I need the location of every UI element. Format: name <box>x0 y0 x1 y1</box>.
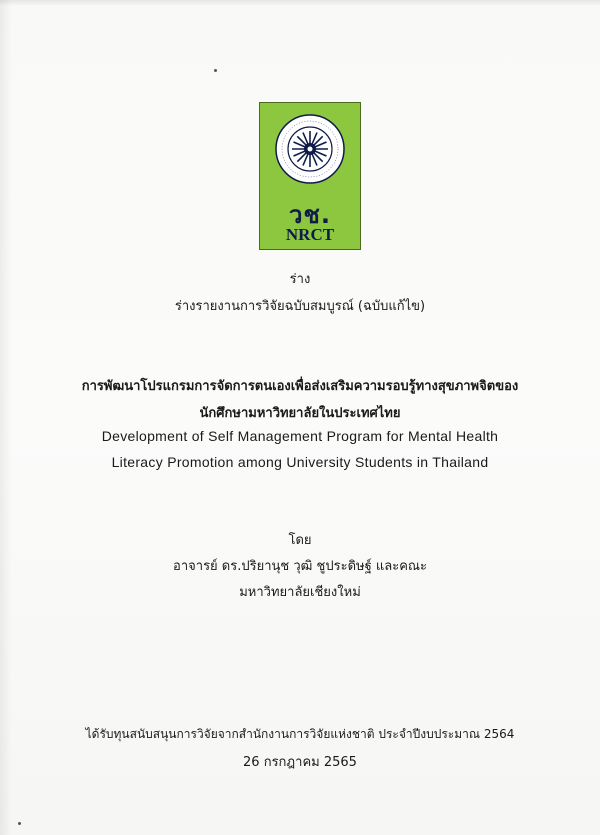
scan-speck <box>214 69 217 72</box>
title-english-line-1: Development of Self Management Program for Mental Health <box>101 428 499 444</box>
funding-statement: ได้รับทุนสนับสนุนการวิจัยจากสำนักงานการวิจัยแห่งชาติ ประจำปีงบประมาณ 2564 <box>85 727 515 741</box>
by-label: โดย <box>288 533 312 548</box>
scan-edge-shadow <box>0 0 600 6</box>
nrct-logo <box>259 102 361 250</box>
scan-speck <box>18 822 21 825</box>
draft-label: ร่าง <box>289 272 311 287</box>
institution-name: มหาวิทยาลัยเชียงใหม่ <box>239 585 361 600</box>
title-english-line-2: Literacy Promotion among University Students in Thailand <box>111 454 489 470</box>
title-thai-line-2: นักศึกษามหาวิทยาลัยในประเทศไทย <box>199 406 401 421</box>
report-date: 26 กรกฎาคม 2565 <box>243 755 357 770</box>
author-name: อาจารย์ ดร.ปริยานุช วุฒิ ชูประดิษฐ์ และคณะ <box>173 559 427 574</box>
report-subtitle: ร่างรายงานการวิจัยฉบับสมบูรณ์ (ฉบับแก้ไข) <box>174 299 426 314</box>
title-thai-line-1: การพัฒนาโปรแกรมการจัดการตนเองเพื่อส่งเสริมความรอบรู้ทางสุขภาพจิตของ <box>81 379 519 394</box>
nrct-seal-icon <box>260 103 360 195</box>
logo-abbreviation: NRCT <box>285 225 335 244</box>
logo-thai-abbreviation: วช. <box>289 201 331 229</box>
